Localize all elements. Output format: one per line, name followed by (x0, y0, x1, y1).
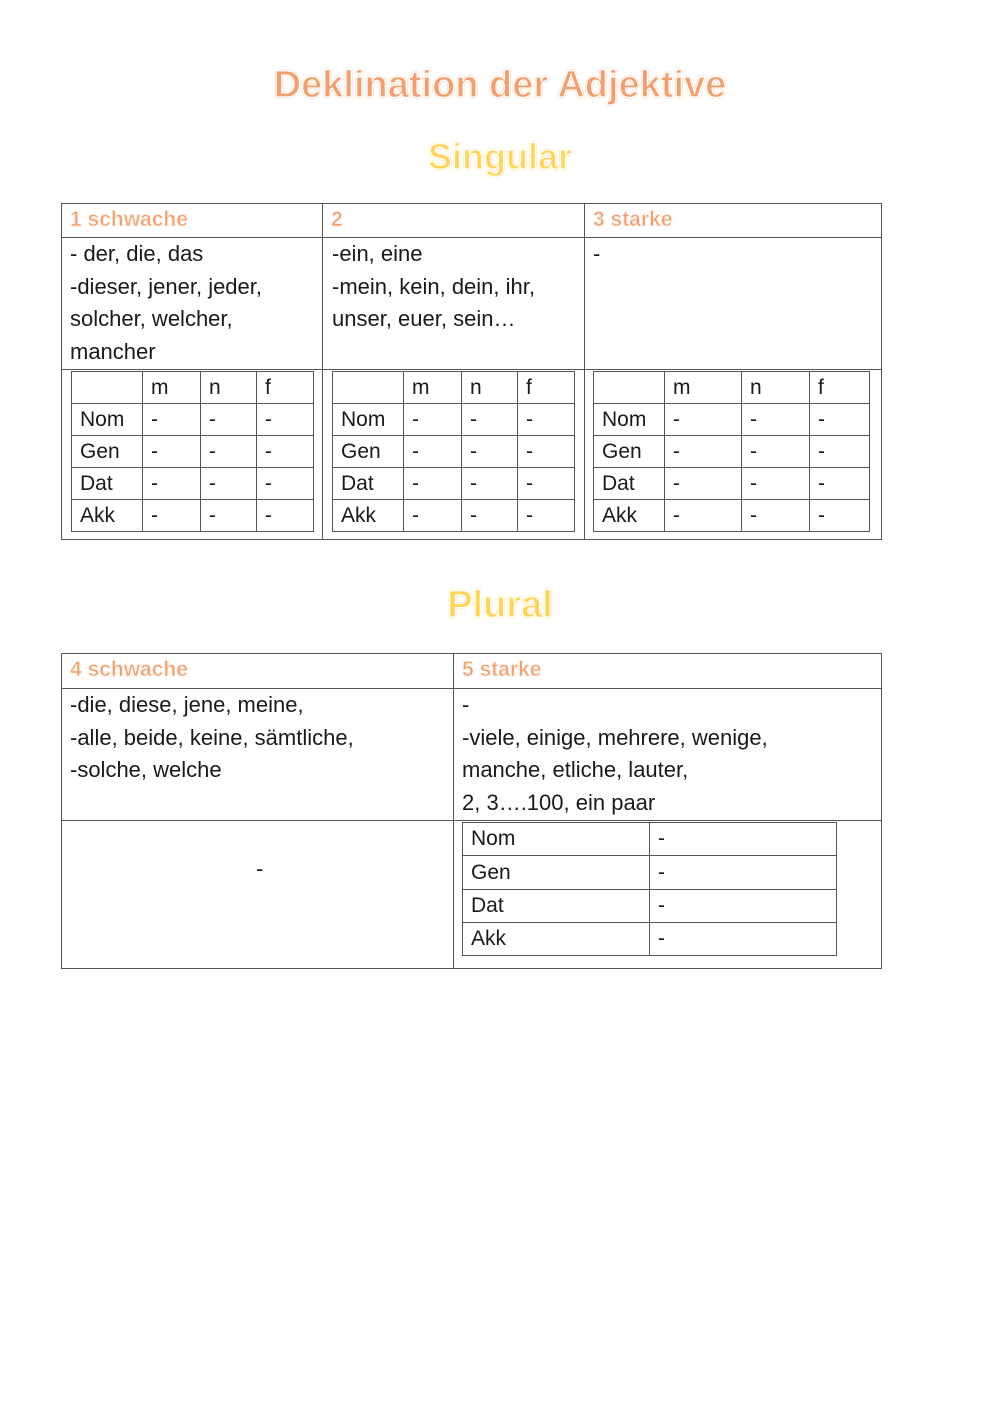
table-cell[interactable]: - (650, 923, 837, 956)
table-cell[interactable]: - (143, 500, 201, 532)
text-line: 2, 3….100, ein paar (462, 789, 656, 815)
case-label: Akk (72, 500, 143, 532)
table-cell[interactable]: - (650, 823, 837, 856)
singular-text-divider (61, 369, 882, 370)
singular-heading: Singular (427, 136, 573, 177)
case-label: Dat (594, 468, 665, 500)
table-cell[interactable]: - (665, 500, 742, 532)
table-cell[interactable]: - (257, 468, 314, 500)
text-line: - der, die, das (70, 241, 204, 266)
table-cell[interactable]: - (201, 500, 257, 532)
text-line: -solche, welche (70, 757, 222, 782)
table-cell[interactable]: - (404, 500, 462, 532)
singular-col-divider-2 (584, 203, 585, 540)
text-line: -die, diese, jene, meine, (70, 692, 304, 717)
column-5-articles (462, 689, 768, 819)
table-row (463, 856, 837, 890)
table-row (333, 404, 575, 436)
table-cell[interactable]: - (462, 468, 518, 500)
table-cell[interactable]: - (810, 500, 870, 532)
table-cell (72, 372, 143, 404)
case-label: Dat (333, 468, 404, 500)
table-row (594, 500, 870, 532)
table-cell[interactable]: - (257, 436, 314, 468)
table-row (72, 500, 314, 532)
case-label: Nom (463, 823, 650, 856)
table-cell (594, 372, 665, 404)
gender-n: n (742, 372, 810, 404)
declension-table-1 (71, 371, 314, 532)
text-line: -viele, einige, mehrere, wenige, (462, 724, 768, 750)
table-row (333, 436, 575, 468)
plural-heading: Plural (447, 584, 553, 626)
text-line: - (462, 692, 470, 717)
case-label: Gen (594, 436, 665, 468)
table-cell[interactable]: - (742, 500, 810, 532)
table-row (72, 436, 314, 468)
table-row (333, 468, 575, 500)
table-cell[interactable]: - (810, 468, 870, 500)
case-label: Nom (72, 404, 143, 436)
text-line: solcher, welcher, (70, 306, 233, 331)
table-row (594, 468, 870, 500)
table-row (463, 823, 837, 856)
column-header-3-starke: 3 starke (593, 208, 673, 231)
text-line: -alle, beide, keine, sämtliche, (70, 724, 354, 750)
gender-m: m (143, 372, 201, 404)
column-header-4-schwache: 4 schwache (70, 658, 188, 681)
table-row (72, 404, 314, 436)
case-label: Akk (333, 500, 404, 532)
table-cell[interactable]: - (404, 404, 462, 436)
gender-m: m (404, 372, 462, 404)
table-cell[interactable]: - (201, 404, 257, 436)
case-label: Gen (333, 436, 404, 468)
table-cell[interactable]: - (404, 436, 462, 468)
case-label: Gen (463, 856, 650, 890)
gender-n: n (201, 372, 257, 404)
table-cell[interactable]: - (462, 436, 518, 468)
table-cell[interactable]: - (143, 468, 201, 500)
table-row (72, 468, 314, 500)
case-label: Nom (594, 404, 665, 436)
column-header-5-starke: 5 starke (462, 658, 542, 681)
table-cell[interactable]: - (742, 436, 810, 468)
plural-col-divider (453, 653, 454, 969)
table-row (594, 404, 870, 436)
table-cell[interactable]: - (257, 404, 314, 436)
gender-n: n (462, 372, 518, 404)
table-header-row (594, 372, 870, 404)
column-header-1-schwache: 1 schwache (70, 208, 188, 231)
text-line: manche, etliche, lauter, (462, 757, 689, 782)
table-cell[interactable]: - (518, 404, 575, 436)
plural-text-divider (61, 820, 882, 821)
table-cell[interactable]: - (665, 404, 742, 436)
table-cell (333, 372, 404, 404)
singular-col-divider-1 (322, 203, 323, 540)
table-header-row (333, 372, 575, 404)
table-cell[interactable]: - (810, 436, 870, 468)
text-line: - (593, 241, 601, 266)
case-label: Dat (72, 468, 143, 500)
case-label: Gen (72, 436, 143, 468)
table-cell[interactable]: - (650, 890, 837, 923)
gender-m: m (665, 372, 742, 404)
text-line: -ein, eine (332, 241, 423, 266)
table-cell[interactable]: - (143, 404, 201, 436)
table-cell[interactable]: - (810, 404, 870, 436)
table-cell[interactable]: - (404, 468, 462, 500)
text-line: unser, euer, sein… (332, 306, 516, 331)
column-1-articles (70, 238, 262, 368)
column-3-articles (593, 238, 600, 271)
table-cell[interactable]: - (518, 468, 575, 500)
gender-f: f (518, 372, 575, 404)
table-cell[interactable]: - (201, 436, 257, 468)
table-cell[interactable]: - (665, 468, 742, 500)
column-4-articles (70, 689, 354, 787)
table-row (333, 500, 575, 532)
declension-table-2 (332, 371, 575, 532)
column-2-articles (332, 238, 535, 336)
page-title: Deklination der Adjektive (273, 64, 727, 106)
gender-f: f (810, 372, 870, 404)
table-cell[interactable]: - (143, 436, 201, 468)
table-cell[interactable]: - (742, 468, 810, 500)
table-cell[interactable]: - (518, 436, 575, 468)
text-line: -dieser, jener, jeder, (70, 273, 263, 299)
column-header-2: 2 (331, 208, 343, 231)
table-header-row (72, 372, 314, 404)
table-cell[interactable]: - (201, 468, 257, 500)
table-cell[interactable]: - (650, 856, 837, 890)
table-cell[interactable]: - (518, 500, 575, 532)
table-cell[interactable]: - (742, 404, 810, 436)
table-cell[interactable]: - (462, 500, 518, 532)
table-cell[interactable]: - (462, 404, 518, 436)
table-row (463, 923, 837, 956)
case-label: Akk (594, 500, 665, 532)
text-line: -mein, kein, dein, ihr, (332, 273, 535, 299)
gender-f: f (257, 372, 314, 404)
case-label: Dat (463, 890, 650, 923)
text-line: mancher (70, 338, 156, 364)
case-label: Akk (463, 923, 650, 956)
table-cell[interactable]: - (665, 436, 742, 468)
table-row (594, 436, 870, 468)
table-cell[interactable]: - (257, 500, 314, 532)
plural-schwache-answer[interactable]: - (256, 856, 264, 881)
declension-table-3 (593, 371, 870, 532)
table-row (463, 890, 837, 923)
plural-declension-table (462, 822, 837, 956)
case-label: Nom (333, 404, 404, 436)
